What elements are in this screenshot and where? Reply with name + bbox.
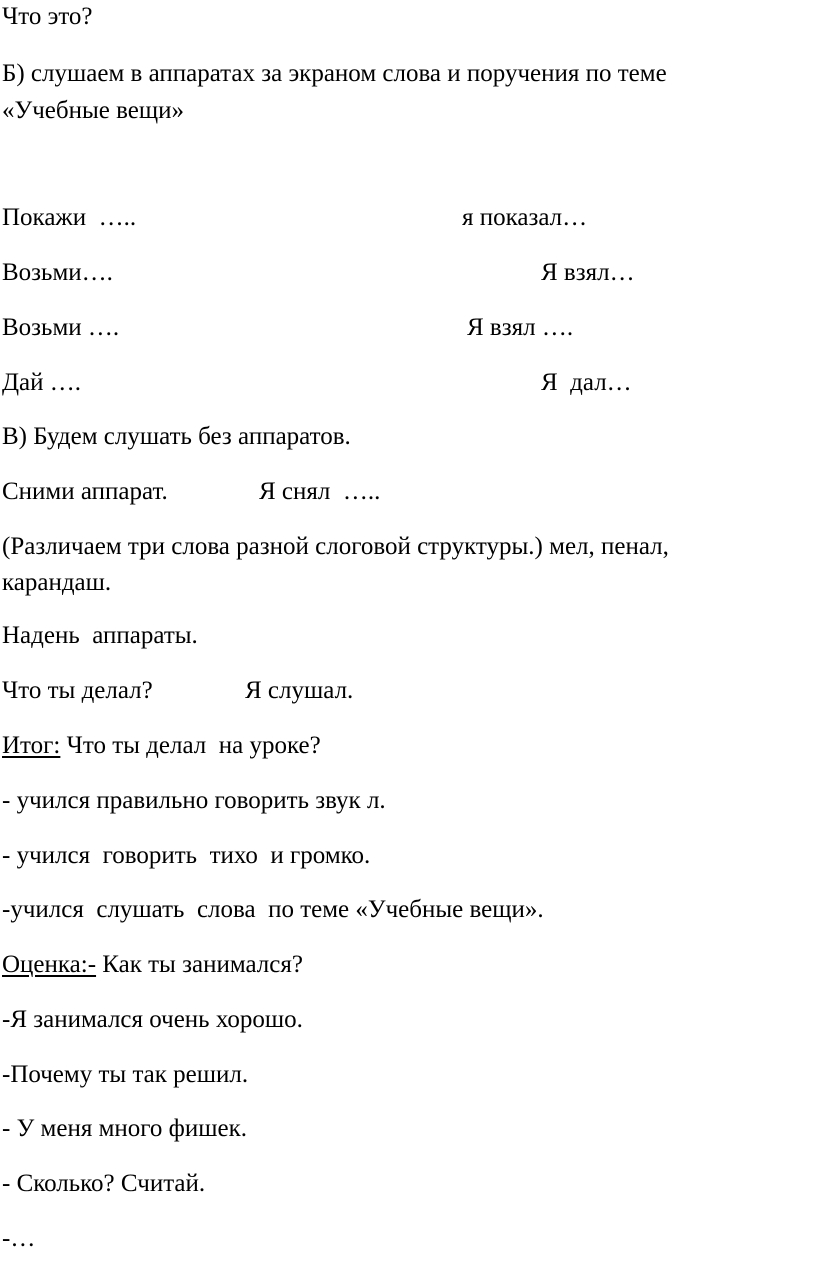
assessment-line <box>2 950 303 980</box>
pair-4-command: Дай …. <box>2 369 82 396</box>
pair-4-response: Я дал… <box>541 369 632 396</box>
section-v-heading: В) Будем слушать без аппаратов. <box>2 423 351 450</box>
intro-question: Что это? <box>2 3 93 30</box>
assessment-answer: -Я занимался очень хорошо. <box>2 1006 303 1033</box>
assessment-answer: - Сколько? Считай. <box>2 1170 206 1197</box>
distinguish-text-cont: карандаш. <box>2 569 112 596</box>
remove-response: Я снял ….. <box>259 478 381 505</box>
pair-3-response: Я взял …. <box>467 314 574 341</box>
assessment-label: Оценка:- <box>2 951 97 978</box>
assessment-answer: -… <box>2 1225 36 1252</box>
put-on-command: Надень аппараты. <box>2 622 198 649</box>
pair-2-command: Возьми…. <box>2 259 113 286</box>
assessment-answer: - У меня много фишек. <box>2 1115 247 1142</box>
summary-label: Итог: <box>2 732 61 759</box>
pair-3-command: Возьми …. <box>2 314 120 341</box>
remove-command: Сними аппарат. <box>2 478 168 505</box>
pair-1-response: я показал… <box>462 204 588 231</box>
section-b-heading: Б) слушаем в аппаратах за экраном слова и поручения по теме <box>2 60 667 87</box>
summary-item: - учился говорить тихо и громко. <box>2 842 371 869</box>
assessment-answer: -Почему ты так решил. <box>2 1061 249 1088</box>
summary-question: Что ты делал на уроке? <box>60 732 321 759</box>
pair-2-response: Я взял… <box>541 259 635 286</box>
summary-item: -учился слушать слова по теме «Учебные вещи». <box>2 896 544 923</box>
what-did-answer: Я слушал. <box>245 677 354 704</box>
summary-line <box>2 731 321 761</box>
pair-1-command: Покажи ….. <box>2 204 137 231</box>
summary-item: - учился правильно говорить звук л. <box>2 787 386 814</box>
assessment-question: Как ты занимался? <box>96 951 303 978</box>
what-did-question: Что ты делал? <box>2 677 153 704</box>
distinguish-text: (Различаем три слова разной слоговой структуры.) мел, пенал, <box>2 533 669 560</box>
section-b-heading-cont: «Учебные вещи» <box>2 97 184 124</box>
